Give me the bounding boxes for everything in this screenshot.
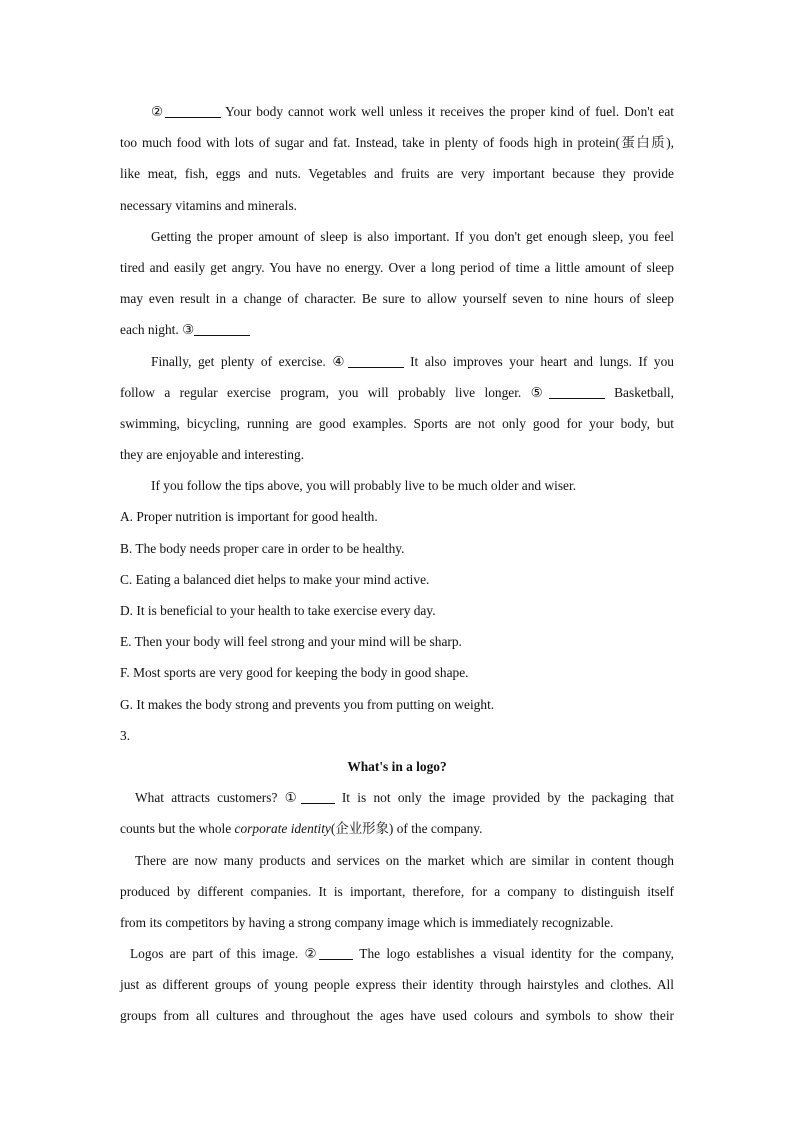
text: Basketball, (604, 384, 674, 400)
paragraph-sleep-line-4 (120, 314, 674, 345)
answer-blank (549, 384, 605, 399)
answer-blank (301, 789, 335, 804)
paragraph-logo-1-line-1 (120, 782, 674, 813)
paragraph-exercise-line-2 (120, 377, 674, 408)
paragraph-logo-2-line-1: There are now many products and services on the market which are similar in content though (135, 852, 674, 868)
paragraph-logo-2-line-2: produced by different companies. It is important, therefore, for a company to distinguish itself (120, 883, 674, 899)
answer-blank (319, 945, 353, 960)
paragraph-nutrition-line-4: necessary vitamins and minerals. (120, 197, 298, 213)
paragraph-conclusion: If you follow the tips above, you will probably live to be much older and wiser. (151, 478, 577, 494)
question-number: 3. (120, 727, 131, 743)
paragraph-logo-3-line-3: groups from all cultures and throughout the ages have used colours and symbols to show their (120, 1008, 674, 1024)
italic-term: corporate identity (234, 821, 331, 837)
paragraph-nutrition-line-1 (120, 96, 674, 127)
paragraph-exercise-line-1 (120, 346, 674, 377)
answer-blank (194, 321, 250, 336)
paragraph-exercise-line-3: swimming, bicycling, running are good examples. Sports are not only good for your body, but (120, 415, 674, 431)
paragraph-sleep-line-1: Getting the proper amount of sleep is also important. If you don't get enough sleep, you feel (151, 228, 674, 244)
paragraph-nutrition-line-2: too much food with lots of sugar and fat. Instead, take in plenty of foods high in protein(蛋白质), (120, 135, 674, 151)
paragraph-logo-2-line-3: from its competitors by having a strong company image which is immediately recognizable. (120, 914, 614, 930)
text: counts but the whole (120, 821, 235, 837)
option-g: G. It makes the body strong and prevents you from putting on weight. (120, 696, 495, 712)
paragraph-logo-3-line-2: just as different groups of young people express their identity through hairstyles and clothes. All (120, 977, 674, 993)
text: (企业形象) of the company. (330, 821, 483, 837)
text: Logos are part of this image. ② (130, 946, 320, 962)
option-e: E. Then your body will feel strong and your mind will be sharp. (120, 634, 462, 650)
blank-number: ② (151, 104, 165, 119)
option-f: F. Most sports are very good for keeping the body in good shape. (120, 665, 469, 681)
paragraph-sleep-line-3: may even result in a change of character. Be sure to allow yourself seven to nine hours of sleep (120, 291, 674, 307)
text: What attracts customers? ① (135, 790, 301, 806)
paragraph-logo-1-line-2 (120, 813, 674, 844)
paragraph-sleep-line-2: tired and easily get angry. You have no energy. Over a long period of time a little amount of sleep (120, 259, 674, 275)
document-page (120, 96, 674, 1032)
option-b: B. The body needs proper care in order to be healthy. (120, 540, 405, 556)
text: It is not only the image provided by the packaging that (334, 790, 674, 806)
paragraph-nutrition-line-3: like meat, fish, eggs and nuts. Vegetables and fruits are very important because they provide (120, 166, 674, 182)
paragraph-exercise-line-4: they are enjoyable and interesting. (120, 447, 305, 463)
text: It also improves your heart and lungs. If you (403, 353, 674, 369)
answer-blank (348, 353, 404, 368)
text: each night. ③ (120, 322, 195, 338)
text: Finally, get plenty of exercise. ④ (151, 353, 348, 369)
text: follow a regular exercise program, you will probably live longer. ⑤ (120, 384, 549, 400)
text: The logo establishes a visual identity for the company, (353, 946, 674, 962)
paragraph-logo-3-line-1 (120, 938, 674, 969)
option-d: D. It is beneficial to your health to take exercise every day. (120, 603, 436, 618)
option-a: A. Proper nutrition is important for good health. (120, 509, 378, 525)
passage-title: What's in a logo? (347, 758, 447, 774)
answer-blank (165, 103, 221, 118)
option-c: C. Eating a balanced diet helps to make your mind active. (120, 571, 430, 587)
text: Your body cannot work well unless it receives the proper kind of fuel. Don't eat (220, 104, 674, 119)
